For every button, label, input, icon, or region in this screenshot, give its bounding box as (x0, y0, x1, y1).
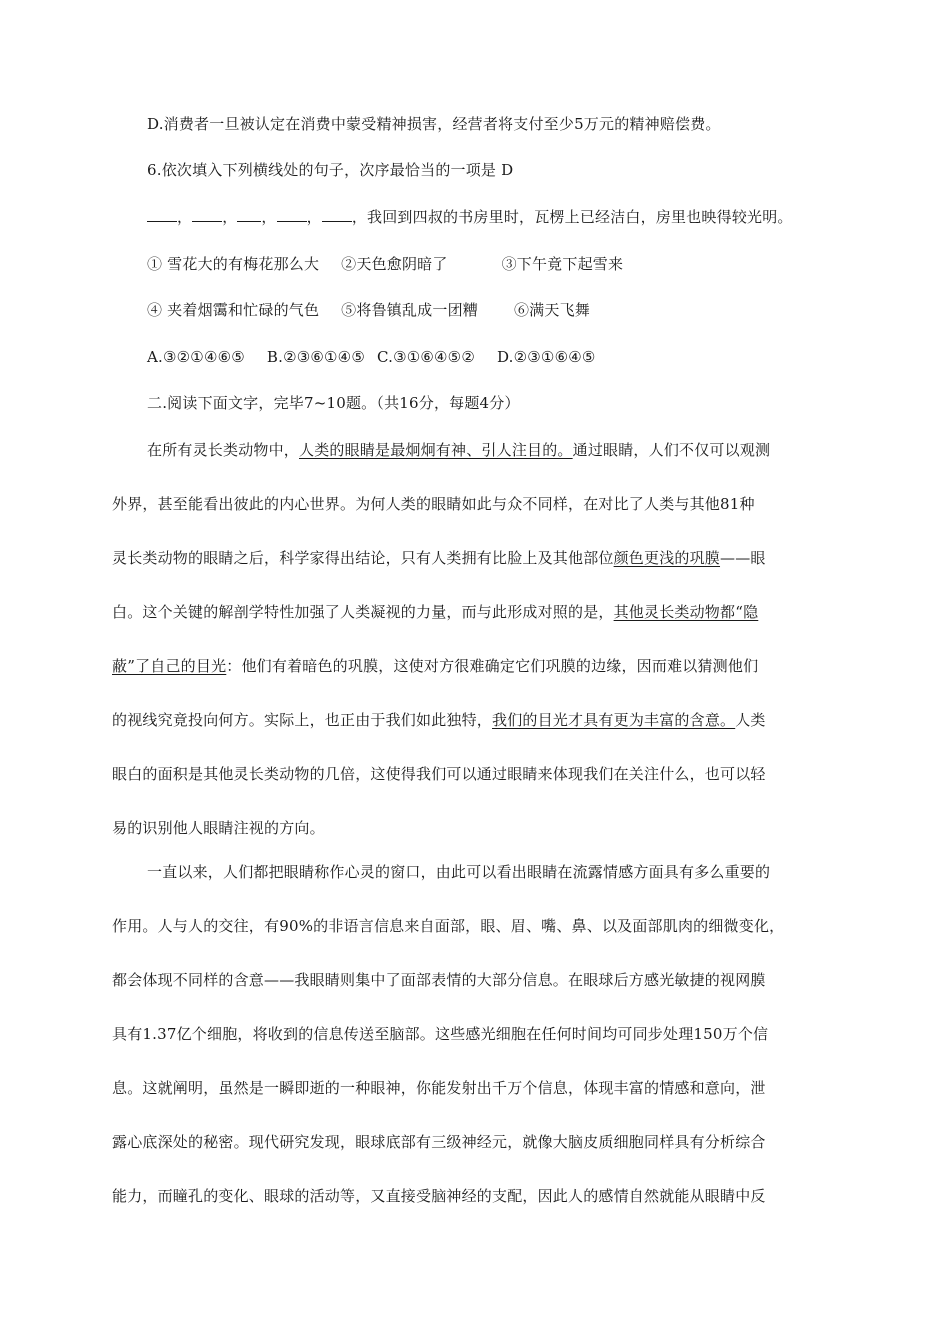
blank-3 (237, 207, 261, 222)
para1-text: 灵长类动物的眼睛之后，科学家得出结论，只有人类拥有比脸上及其他部位 (112, 549, 614, 567)
sentence-5: ⑤将鲁镇乱成一团糟 (341, 301, 478, 319)
sentence-4: ④ 夹着烟霭和忙碌的气色 (147, 301, 320, 319)
para2-line-1: 一直以来，人们都把眼睛称作心灵的窗口，由此可以看出眼睛在流露情感方面具有多么重要的 (147, 863, 771, 881)
para1-text: 白。这个关键的解剖学特性加强了人类凝视的力量，而与此形成对照的是， (112, 603, 614, 621)
para2-line-6: 露心底深处的秘密。现代研究发现，眼球底部有三级神经元，就像大脑皮质细胞同样具有分析综合 (112, 1133, 766, 1151)
blank-1 (147, 207, 177, 222)
choice-c: C.③①⑥④⑤② (376, 348, 475, 366)
para1-line-7: 眼白的面积是其他灵长类动物的几倍，这使得我们可以通过眼睛来体现我们在关注什么，也可以轻 (112, 765, 766, 783)
para2-line-2: 作用。人与人的交往，有90%的非语言信息来自面部，眼、眉、嘴、鼻、以及面部肌肉的细微变化， (112, 917, 785, 935)
para1-text: 人类 (735, 711, 766, 729)
para1-line-2: 外界，甚至能看出彼此的内心世界。为何人类的眼睛如此与众不同样，在对比了人类与其他81种 (112, 495, 755, 513)
q6-sentences-row-1 (147, 254, 887, 274)
q6-choices (147, 347, 887, 367)
para2-line-3: 都会体现不同样的含意——我眼睛则集中了面部表情的大部分信息。在眼球后方感光敏捷的视网膜 (112, 971, 766, 989)
underlined-phrase: 颜色更浅的巩膜 (613, 549, 721, 567)
para1-line-4 (112, 602, 852, 622)
choice-d: D.②③①⑥④⑤ (496, 348, 596, 366)
para2-line-4: 具有1.37亿个细胞，将收到的信息传送至脑部。这些感光细胞在任何时间均可同步处理150万个信 (112, 1025, 769, 1043)
para1-line-6 (112, 710, 852, 730)
q6-fill-line: ， ， ， ， ，我回到四叔的书房里时，瓦楞上已经洁白，房里也映得较光明。 (147, 207, 887, 227)
sentence-1: ① 雪花大的有梅花那么大 (147, 255, 320, 273)
q6-sentences-row-2 (147, 300, 887, 320)
sentence-6: ⑥满天飞舞 (513, 301, 590, 319)
para1-text: ：他们有着暗色的巩膜，这使对方很难确定它们巩膜的边缘，因而难以猜测他们 (226, 657, 759, 675)
underlined-phrase: 蔽”了自己的目光 (112, 657, 227, 675)
section-2-heading: 二.阅读下面文字，完毕7~10题。（共16分，每题4分） (147, 394, 520, 412)
blank-5 (322, 207, 352, 222)
para1-line-1 (147, 440, 887, 460)
underlined-phrase: 人类的眼睛是最炯炯有神、引人注目的。 (299, 441, 573, 459)
para2-line-7: 能力，而瞳孔的变化、眼球的活动等，又直接受脑神经的支配，因此人的感情自然就能从眼睛中反 (112, 1187, 766, 1205)
blank-2 (192, 207, 222, 222)
sentence-3: ③下午竟下起雪来 (501, 255, 624, 273)
blank-4 (277, 207, 307, 222)
choice-a: A.③②①④⑥⑤ (147, 348, 245, 366)
para1-text: 的视线究竟投向何方。实际上，也正由于我们如此独特， (112, 711, 493, 729)
q6-fill-text: ，我回到四叔的书房里时，瓦楞上已经洁白，房里也映得较光明。 (351, 208, 793, 226)
sentence-2: ②天色愈阴暗了 (341, 255, 448, 273)
underlined-phrase: 我们的目光才具有更为丰富的含意。 (492, 711, 736, 729)
underlined-phrase: 其他灵长类动物都“隐 (613, 603, 759, 621)
para1-text: 通过眼睛，人们不仅可以观测 (572, 441, 771, 459)
para1-text: ——眼 (720, 549, 766, 567)
para1-line-5 (112, 656, 852, 676)
para2-line-5: 息。这就阐明，虽然是一瞬即逝的一种眼神，你能发射出千万个信息，体现丰富的情感和意向，泄 (112, 1079, 766, 1097)
para1-line-3 (112, 548, 852, 568)
para1-line-8: 易的识别他人眼睛注视的方向。 (112, 819, 325, 837)
q6-stem: 6.依次填入下列横线处的句子，次序最恰当的一项是 D (147, 161, 514, 179)
choice-b: B.②③⑥①④⑤ (266, 348, 365, 366)
para1-text: 在所有灵长类动物中， (147, 441, 300, 459)
q5-option-d: D.消费者一旦被认定在消费中蒙受精神损害，经营者将支付至少5万元的精神赔偿费。 (147, 115, 721, 133)
